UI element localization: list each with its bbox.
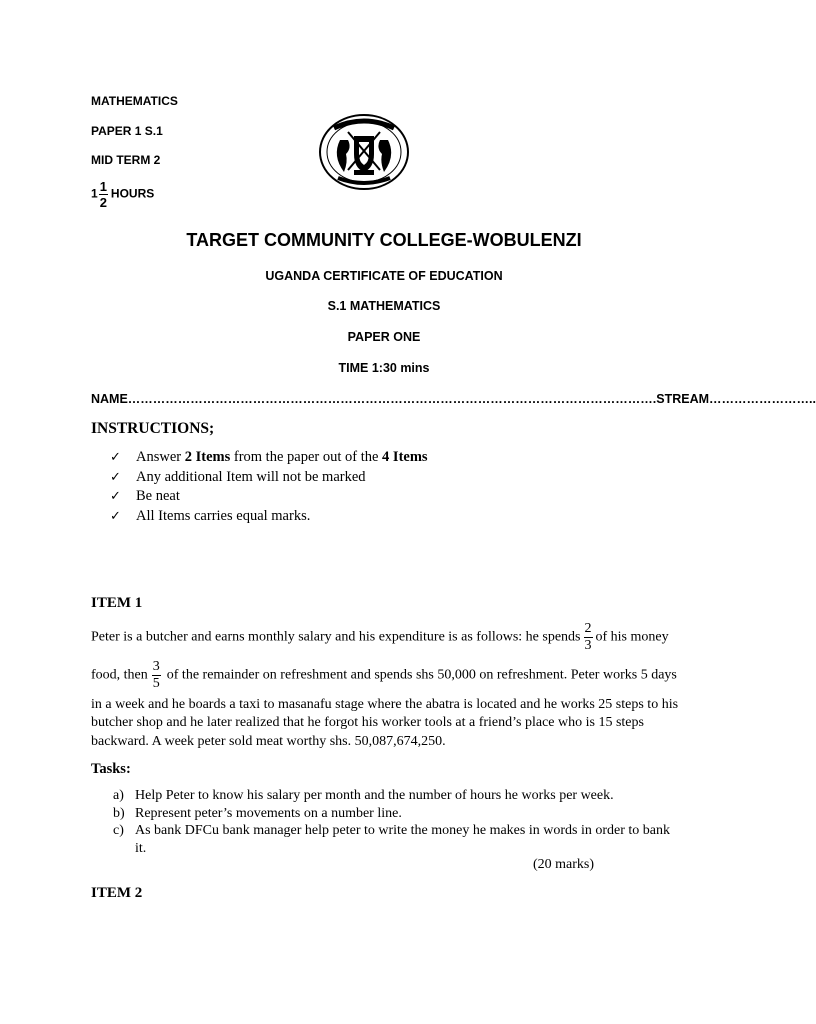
paper-name-title: PAPER ONE [347,330,421,344]
duration-denominator: 2 [99,195,107,210]
instruction-item: ✓ Answer 2 Items from the paper out of the 4 Items [110,448,428,468]
check-icon: ✓ [110,469,121,485]
duration-unit: HOURS [110,186,155,201]
instruction-item: ✓ Be neat [110,487,428,507]
class-subject-title: S.1 MATHEMATICS [327,299,441,313]
item1-heading: ITEM 1 [91,595,143,611]
instructions-list [110,448,428,526]
instruction-item: ✓ Any additional Item will not be marked [110,468,428,488]
tasks-heading: Tasks: [91,761,131,777]
instructions-heading: INSTRUCTIONS; [91,420,215,437]
fraction-denominator: 5 [152,676,160,691]
instruction-item: ✓ All Items carries equal marks. [110,507,428,527]
duration-label [91,180,154,209]
marks-label: (20 marks) [533,857,595,872]
duration-numerator: 1 [99,179,107,194]
item1-line-5: backward. A week peter sold meat worthy shs. 50,087,674,250. [91,734,446,749]
item1-line-4: butcher shop and he later realized that he forgot his worker tools at a friend’s place who is 15 steps [91,715,644,730]
college-crest-logo [318,112,410,192]
check-icon: ✓ [110,450,121,465]
fraction-numerator: 2 [584,621,592,636]
school-name: TARGET COMMUNITY COLLEGE-WOBULENZI [186,230,582,250]
item1-line-2: food, then $\frac{3}{5}$ of the remainder on refreshment and spends shs 50,000 on refreshment. Peter works 5 days [91,659,677,691]
paper-label: PAPER 1 S.1 [91,124,163,138]
item1-line-1: Peter is a butcher and earns monthly salary and his expenditure is as follows: he spends $\frac{2}{3}$ of his money [91,621,669,653]
task-item: c) As bank DFCu bank manager help peter to write the money he makes in words in order to bank it. [113,823,670,856]
term-label: MID TERM 2 [91,153,161,167]
fraction-denominator: 3 [584,638,592,653]
tasks-list [113,787,675,857]
item1-line-3: in a week and he boards a taxi to masanafu stage where the abatra is located and he works 25 steps to his [91,697,679,712]
time-title: TIME 1:30 mins [338,361,430,375]
check-icon: ✓ [110,508,121,524]
duration-whole: 1 [91,186,98,201]
check-icon: ✓ [110,489,121,504]
task-item: a) Help Peter to know his salary per month and the number of hours he works per week. [113,788,614,803]
item2-heading: ITEM 2 [91,885,143,901]
certificate-title: UGANDA CERTIFICATE OF EDUCATION [265,269,503,283]
task-item: b) Represent peter’s movements on a number line. [113,805,402,821]
name-stream-line[interactable]: NAME……………………………………………………………………………………………………………….STREAM…………………….. [91,392,816,406]
subject-label: MATHEMATICS [91,94,178,108]
fraction-numerator: 3 [152,659,160,674]
